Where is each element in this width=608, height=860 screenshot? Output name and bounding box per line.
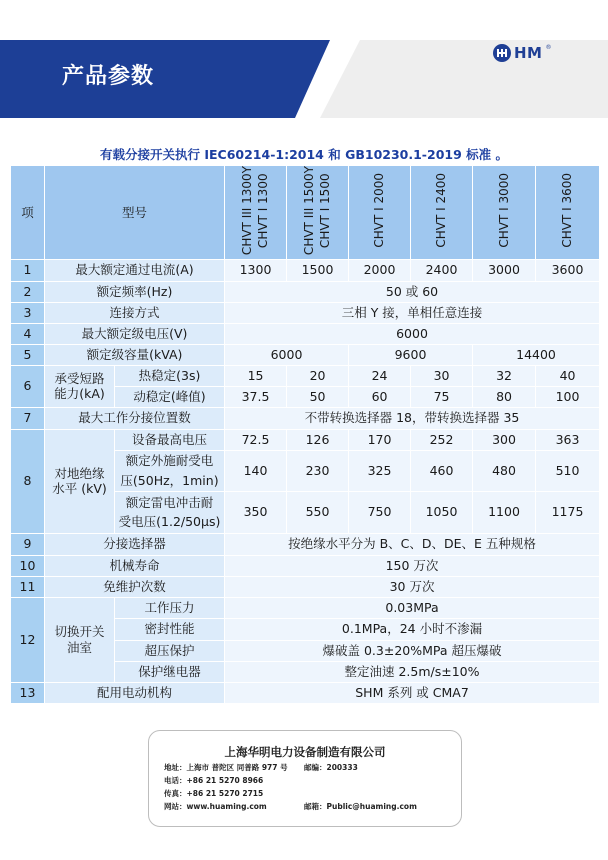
cell-value: 2000 xyxy=(349,259,411,281)
cell-value: 三相 Y 接，单相任意连接 xyxy=(225,302,600,323)
cell-value: 40 xyxy=(536,365,600,386)
table-row xyxy=(11,365,600,386)
cell-value: 6000 xyxy=(225,344,349,365)
row-label: 密封性能 xyxy=(115,618,225,640)
table-row xyxy=(11,344,600,365)
table-row xyxy=(11,555,600,576)
cell-value: 3600 xyxy=(536,259,600,281)
row-label: 额定级容量(kVA) xyxy=(45,344,225,365)
cell-value: 15 xyxy=(225,365,287,386)
email-link[interactable]: Public@huaming.com xyxy=(326,802,417,811)
tel-line: 电话：+86 21 5270 8966 xyxy=(164,776,264,785)
web-link[interactable]: www.huaming.com xyxy=(186,802,267,811)
cell-value: 20 xyxy=(287,365,349,386)
row-number: 9 xyxy=(11,533,45,555)
row-label: 最大额定级电压(V) xyxy=(45,323,225,344)
cell-value: 50 xyxy=(287,386,349,407)
cell-value: 3000 xyxy=(473,259,536,281)
postcode-value: 200333 xyxy=(326,763,358,772)
table-row xyxy=(11,281,600,302)
row-number: 3 xyxy=(11,302,45,323)
company-name: 上海华明电力设备制造有限公司 xyxy=(224,745,386,759)
row-label: 连接方式 xyxy=(45,302,225,323)
logo-mark-icon xyxy=(493,44,511,62)
cell-value: 整定油速 2.5m/s±10% xyxy=(225,661,600,682)
address-line: 地址：上海市 普陀区 同普路 977 号 xyxy=(164,763,288,772)
cell-value: 30 xyxy=(411,365,473,386)
cell-value: 1050 xyxy=(411,491,473,533)
cell-value: 爆破盖 0.3±20%MPa 超压爆破 xyxy=(225,640,600,661)
cell-value: 50 或 60 xyxy=(225,281,600,302)
header-model: 型号 xyxy=(45,166,225,260)
table-row xyxy=(11,429,600,450)
row-label: 保护继电器 xyxy=(115,661,225,682)
cell-value: 80 xyxy=(473,386,536,407)
cell-value: 32 xyxy=(473,365,536,386)
row-number: 10 xyxy=(11,555,45,576)
standard-caption: 有载分接开关执行 IEC60214-1:2014 和 GB10230.1-2019 标准 。 xyxy=(100,147,508,162)
row-label: 额定外施耐受电 压(50Hz，1min) xyxy=(115,450,225,491)
cell-value: 72.5 xyxy=(225,429,287,450)
cell-value: 0.1MPa，24 小时不渗漏 xyxy=(225,618,600,640)
row-group-label: 承受短路 能力(kA) xyxy=(45,365,115,407)
cell-value: 325 xyxy=(349,450,411,491)
web-line[interactable]: 网站：www.huaming.com xyxy=(164,802,267,811)
header-item: 项 xyxy=(11,166,45,260)
table-row xyxy=(11,407,600,429)
cell-value: 75 xyxy=(411,386,473,407)
row-label: 配用电动机构 xyxy=(45,682,225,703)
row-label: 最大工作分接位置数 xyxy=(45,407,225,429)
cell-value: 1175 xyxy=(536,491,600,533)
model-header: CHVT III 1300Y CHVT I 1300 xyxy=(225,166,287,260)
cell-value: 140 xyxy=(225,450,287,491)
cell-value: SHM 系列 或 CMA7 xyxy=(225,682,600,703)
row-label: 免维护次数 xyxy=(45,576,225,597)
cell-value: 9600 xyxy=(349,344,473,365)
row-group-label: 对地绝缘 水平 (kV) xyxy=(45,429,115,533)
cell-value: 126 xyxy=(287,429,349,450)
cell-value: 460 xyxy=(411,450,473,491)
address-value: 上海市 普陀区 同普路 977 号 xyxy=(186,763,288,772)
spec-table xyxy=(10,165,600,704)
fax-value: +86 21 5270 2715 xyxy=(186,789,264,798)
model-header: CHVT I 2000 xyxy=(349,166,411,260)
cell-value: 24 xyxy=(349,365,411,386)
table-row xyxy=(11,302,600,323)
row-label: 超压保护 xyxy=(115,640,225,661)
contact-card xyxy=(148,730,462,827)
row-group-label: 切换开关 油室 xyxy=(45,597,115,682)
row-number: 4 xyxy=(11,323,45,344)
cell-value: 60 xyxy=(349,386,411,407)
row-number: 11 xyxy=(11,576,45,597)
cell-value: 150 万次 xyxy=(225,555,600,576)
row-number: 13 xyxy=(11,682,45,703)
postcode-line: 邮编：200333 xyxy=(304,763,358,772)
row-label: 机械寿命 xyxy=(45,555,225,576)
tel-value: +86 21 5270 8966 xyxy=(186,776,264,785)
row-number: 1 xyxy=(11,259,45,281)
cell-value: 按绝缘水平分为 B、C、D、DE、E 五种规格 xyxy=(225,533,600,555)
table-row xyxy=(11,533,600,555)
cell-value: 480 xyxy=(473,450,536,491)
cell-value: 不带转换选择器 18，带转换选择器 35 xyxy=(225,407,600,429)
cell-value: 550 xyxy=(287,491,349,533)
cell-value: 14400 xyxy=(473,344,600,365)
table-row xyxy=(11,597,600,618)
row-label: 动稳定(峰值) xyxy=(115,386,225,407)
row-label: 热稳定(3s) xyxy=(115,365,225,386)
row-number: 2 xyxy=(11,281,45,302)
cell-value: 0.03MPa xyxy=(225,597,600,618)
cell-value: 170 xyxy=(349,429,411,450)
cell-value: 300 xyxy=(473,429,536,450)
cell-value: 363 xyxy=(536,429,600,450)
cell-value: 350 xyxy=(225,491,287,533)
cell-value: 510 xyxy=(536,450,600,491)
model-header: CHVT III 1500Y CHVT I 1500 xyxy=(287,166,349,260)
cell-value: 750 xyxy=(349,491,411,533)
cell-value: 1100 xyxy=(473,491,536,533)
row-number: 8 xyxy=(11,429,45,533)
model-header: CHVT I 3600 xyxy=(536,166,600,260)
row-label: 最大额定通过电流(A) xyxy=(45,259,225,281)
fax-line: 传真：+86 21 5270 2715 xyxy=(164,789,264,798)
table-row xyxy=(11,259,600,281)
cell-value: 2400 xyxy=(411,259,473,281)
cell-value: 37.5 xyxy=(225,386,287,407)
row-number: 12 xyxy=(11,597,45,682)
table-row xyxy=(11,682,600,703)
cell-value: 1500 xyxy=(287,259,349,281)
row-number: 7 xyxy=(11,407,45,429)
row-label: 设备最高电压 xyxy=(115,429,225,450)
cell-value: 230 xyxy=(287,450,349,491)
row-label: 额定频率(Hz) xyxy=(45,281,225,302)
cell-value: 252 xyxy=(411,429,473,450)
row-label: 分接选择器 xyxy=(45,533,225,555)
cell-value: 100 xyxy=(536,386,600,407)
cell-value: 30 万次 xyxy=(225,576,600,597)
model-header: CHVT I 2400 xyxy=(411,166,473,260)
logo-text: HM xyxy=(514,44,543,62)
page-title: 产品参数 xyxy=(62,64,155,89)
row-label: 工作压力 xyxy=(115,597,225,618)
company-logo xyxy=(493,43,551,63)
row-number: 5 xyxy=(11,344,45,365)
row-number: 6 xyxy=(11,365,45,407)
email-line[interactable]: 邮箱：Public@huaming.com xyxy=(304,802,417,811)
table-row xyxy=(11,576,600,597)
cell-value: 1300 xyxy=(225,259,287,281)
row-label: 额定雷电冲击耐 受电压(1.2/50μs) xyxy=(115,491,225,533)
table-row xyxy=(11,323,600,344)
model-header: CHVT I 3000 xyxy=(473,166,536,260)
cell-value: 6000 xyxy=(225,323,600,344)
registered-mark: ® xyxy=(545,44,552,51)
